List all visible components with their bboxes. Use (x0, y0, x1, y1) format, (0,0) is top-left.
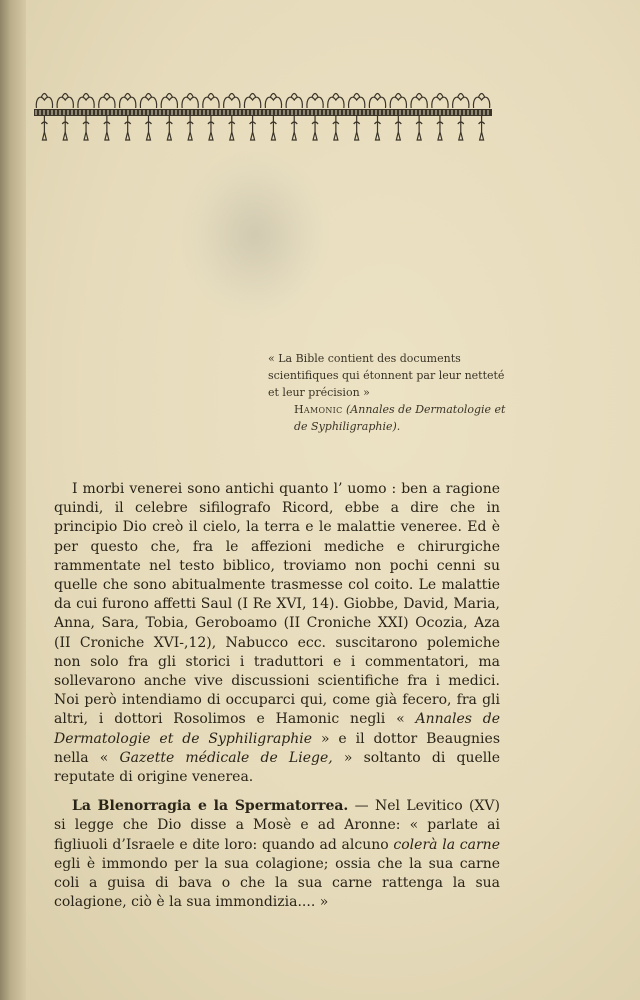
ornament-tassel (41, 116, 47, 140)
ornament-crown (161, 94, 177, 109)
ornament-tassel (166, 116, 172, 140)
paragraph-1-text-b: » e il dottor Beaugnies nella « (54, 730, 501, 766)
ornament-crown (182, 94, 198, 109)
ornament-crown (328, 94, 344, 109)
ornament-crown (453, 94, 469, 109)
ornament-crown (369, 94, 385, 109)
epigraph-source: (Annales de Dermatologie et de Syphiligraphie). (294, 403, 506, 433)
ornament-tassel (479, 116, 485, 140)
ornament-crown (203, 94, 219, 109)
paragraph-blenorragia (54, 797, 500, 912)
ornament-tassel (62, 116, 68, 140)
ornament-tassel (250, 116, 256, 140)
ornament-tassel (146, 116, 152, 140)
paragraph-venereal-origins (54, 480, 500, 787)
ornament-crown (36, 94, 52, 109)
ornament-crown (57, 94, 73, 109)
ornament-tassel (437, 116, 443, 140)
ornament-crown (224, 94, 240, 109)
ornament-tassel (375, 116, 381, 140)
epigraph (268, 350, 513, 435)
paper-stain (180, 150, 330, 320)
journal-title-annales: Annales de Dermatologie et de Syphiligraphie (54, 711, 500, 747)
ornament-crown (244, 94, 260, 109)
ornament-tassel (291, 116, 297, 140)
ornament-tassel (187, 116, 193, 140)
epigraph-quote: « La Bible contient des documents scientifiques qui étonnent par leur netteté et leur précision » (268, 352, 505, 399)
section-heading: La Blenorragia e la Spermatorrea. (72, 798, 349, 815)
ornament-crown (390, 94, 406, 109)
ornament-tassel (312, 116, 318, 140)
ornament-crown (140, 94, 156, 109)
ornament-crown (432, 94, 448, 109)
ornament-crown (473, 94, 489, 109)
page-gutter-shadow (0, 0, 26, 1000)
ornament-tassel (354, 116, 360, 140)
ornament-tassel (333, 116, 339, 140)
ornament-tassel (125, 116, 131, 140)
body-text (54, 480, 500, 912)
epigraph-author: Hamonic (294, 403, 343, 416)
ornament-crown (78, 94, 94, 109)
ornament-crown (307, 94, 323, 109)
ornament-tassel (395, 116, 401, 140)
ornament-crown (120, 94, 136, 109)
ornament-crown (349, 94, 365, 109)
epigraph-attribution (268, 401, 513, 435)
journal-title-gazette: Gazette médicale de Liege, (119, 749, 333, 766)
ornament-tassel (458, 116, 464, 140)
paragraph-1-text-a: I morbi venerei sono antichi quanto l’ uomo : ben a ragione quindi, il celebre sifilografo Ricord, ebbe a dire che in principio Dio creò il cielo, la terra e le malattie veneree. Ed è per questo che, fra le affezioni mediche e chirurgiche rammentate nel testo biblico, troviamo non pochi cenni su quelle che sono abitualmente trasmesse col coito. Le malattie da cui furono affetti Saul (I Re XVI, 14). Giobbe, David, Maria, Anna, Sara, Tobia, Geroboamo (II Croniche XXI) Ocozia, Aza (II Croniche XVI-,12), Nabucco ecc. suscitarono polemiche non solo fra gli storici i traduttori e i commentatori, ma sollevarono anche vive discussioni scientifiche fra i medici. Noi però intendiamo di occuparci qui, come già fecero, fra gli altri, i dottori Rosolimos e Hamonic negli « (54, 481, 500, 728)
ornament-crown (99, 94, 115, 109)
ornament-tassel (229, 116, 235, 140)
paragraph-2-italic: colerà la carne (393, 836, 500, 853)
paragraph-2-text-a: — Nel Levitico (XV) si legge che Dio disse a Mosè e ad Aronne: « parlate ai figliuoli d’Israele e dite loro: quando ad alcuno (54, 798, 501, 853)
decorative-header-ornament (34, 88, 492, 150)
ornament-crown (286, 94, 302, 109)
ornament-crown (265, 94, 281, 109)
ornament-tassel (270, 116, 276, 140)
ornament-tassel (416, 116, 422, 140)
ornament-tassel (104, 116, 110, 140)
ornament-tassel (208, 116, 214, 140)
paragraph-2-text-b: egli è immondo per la sua colagione; ossia che la sua carne coli a guisa di bava o che la sua carne rattenga la sua colagione, ciò è la sua immondizia.... » (54, 855, 500, 911)
ornament-crown (411, 94, 427, 109)
paragraph-1-text-c: » soltanto di quelle reputate di origine venerea. (54, 749, 500, 786)
ornament-tassel (83, 116, 89, 140)
